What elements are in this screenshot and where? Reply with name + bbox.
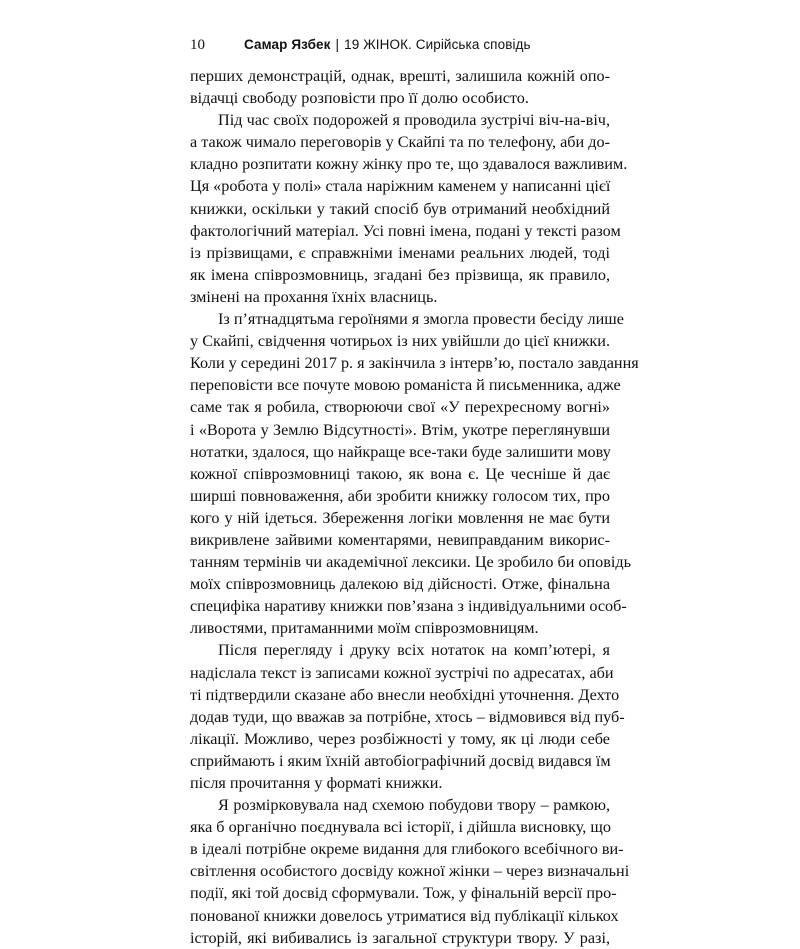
text-line: а також чимало переговорів у Скайпі та по телефону, аби до- [190,133,610,152]
text-line: нотатки, здалося, що найкраще все-таки буде залишити мову [190,442,611,461]
text-line: кого у ній ідеться. Збереження логіки мовлення не має бути [190,508,610,527]
body-text [190,65,639,949]
text-line: події, які той досвід сформували. Тож, у фінальній версії про- [190,884,617,903]
text-line: відачці свободу розповісти про її долю особисто. [190,89,529,108]
text-line: і «Ворота у Землю Відсутності». Втім, укотре переглянувши [190,420,610,439]
text-line: у Скайпі, свідчення чотирьох із них увійшли до цієї книжки. [190,332,610,351]
text-line: Ця «робота у полі» стала наріжним каменем у написанні цієї [190,177,611,196]
text-line: саме так я робила, створюючи свої «У перехресному вогні» [190,398,610,417]
text-line: історій, які вибивались із загальної структури твору. У разі, [190,928,610,947]
text-line: додав туди, що вважав за потрібне, хтось – відмовився від пуб- [190,707,625,726]
text-line: Я розмірковувала над схемою побудови твору – рамкою, [218,796,610,815]
text-line: Під час своїх подорожей я проводила зустрічі віч-на-віч, [218,111,610,130]
text-line: після прочитання у форматі книжки. [190,774,443,792]
text-line: Із п’ятнадцятьма героїнями я змогла провести бесіду лише [218,310,624,329]
text-line: специфіка наративу книжки пов’язана з індивідуальними особ- [190,597,627,616]
text-line: надіслала текст із записами кожної зустрічі по адресатах, аби [190,663,614,682]
text-line: змінені на прохання їхніх власниць. [190,287,438,306]
book-title: 19 ЖІНОК. Сирійська сповідь [344,37,531,52]
text-line: як імена співрозмовниць, згадані без прізвища, як правило, [190,265,610,284]
author-name: Самар Язбек [244,37,331,52]
paragraph [190,639,625,794]
paragraph [190,794,630,949]
paragraph [190,109,628,308]
text-line: сприймають і яким їхній автобіографічний досвід видався їм [190,751,611,770]
text-line: моїх співрозмовниць далекою від дійсності. Отже, фінальна [190,575,610,594]
paragraph [190,65,610,109]
text-line: ті підтвердили сказане або внесли необхідні уточнення. Дехто [190,685,620,704]
text-line: із прізвищами, є справжніми іменами реальних людей, тоді [190,243,610,262]
text-line: переповісти все почуте мовою романіста й письменника, адже [190,376,621,395]
text-line: Коли у середині 2017 р. я закінчила з інтерв’ю, постало завдання [190,354,639,373]
page-number: 10 [190,37,205,53]
text-line: танням термінів чи академічної лексики. Це зробило би оповідь [190,553,632,572]
text-line: кладно розпитати кожну жінку про те, що здавалося важливим. [190,155,628,174]
text-line: лікації. Можливо, через розбіжності у тому, як ці люди себе [190,729,610,748]
text-line: яка б органічно поєднувала всі історії, і дійшла висновку, що [190,818,611,837]
text-line: понованої книжки довелось утриматися від публікації кількох [190,906,619,925]
text-line: ширші повноваження, аби зробити книжку голосом тих, про [190,486,610,505]
text-line: ливостями, притаманними моїм співрозмовницям. [190,619,539,638]
text-line: книжки, оскільки у такий спосіб був отриманий необхідний [190,199,610,218]
text-line: кожної співрозмовниці такою, як вона є. Це чесніше й дає [190,464,610,483]
text-line: фактологічний матеріал. Усі повні імена, подані у тексті разом [190,221,621,240]
paragraph [190,308,639,639]
header-separator: | [335,37,340,52]
text-line: Після перегляду і друку всіх нотаток на комп’ютері, я [218,641,610,660]
running-title [244,35,531,55]
text-line: світлення особистого досвіду кожної жінки – через визначальні [190,862,630,881]
text-line: в ідеалі потрібне окреме видання для глибокого всебічного ви- [190,840,624,859]
running-header [190,35,610,55]
text-line: перших демонстрацій, однак, врешті, залишила кожній опо- [190,67,610,85]
text-line: викривлене зайвими коментарями, невиправданим викорис- [190,530,610,549]
